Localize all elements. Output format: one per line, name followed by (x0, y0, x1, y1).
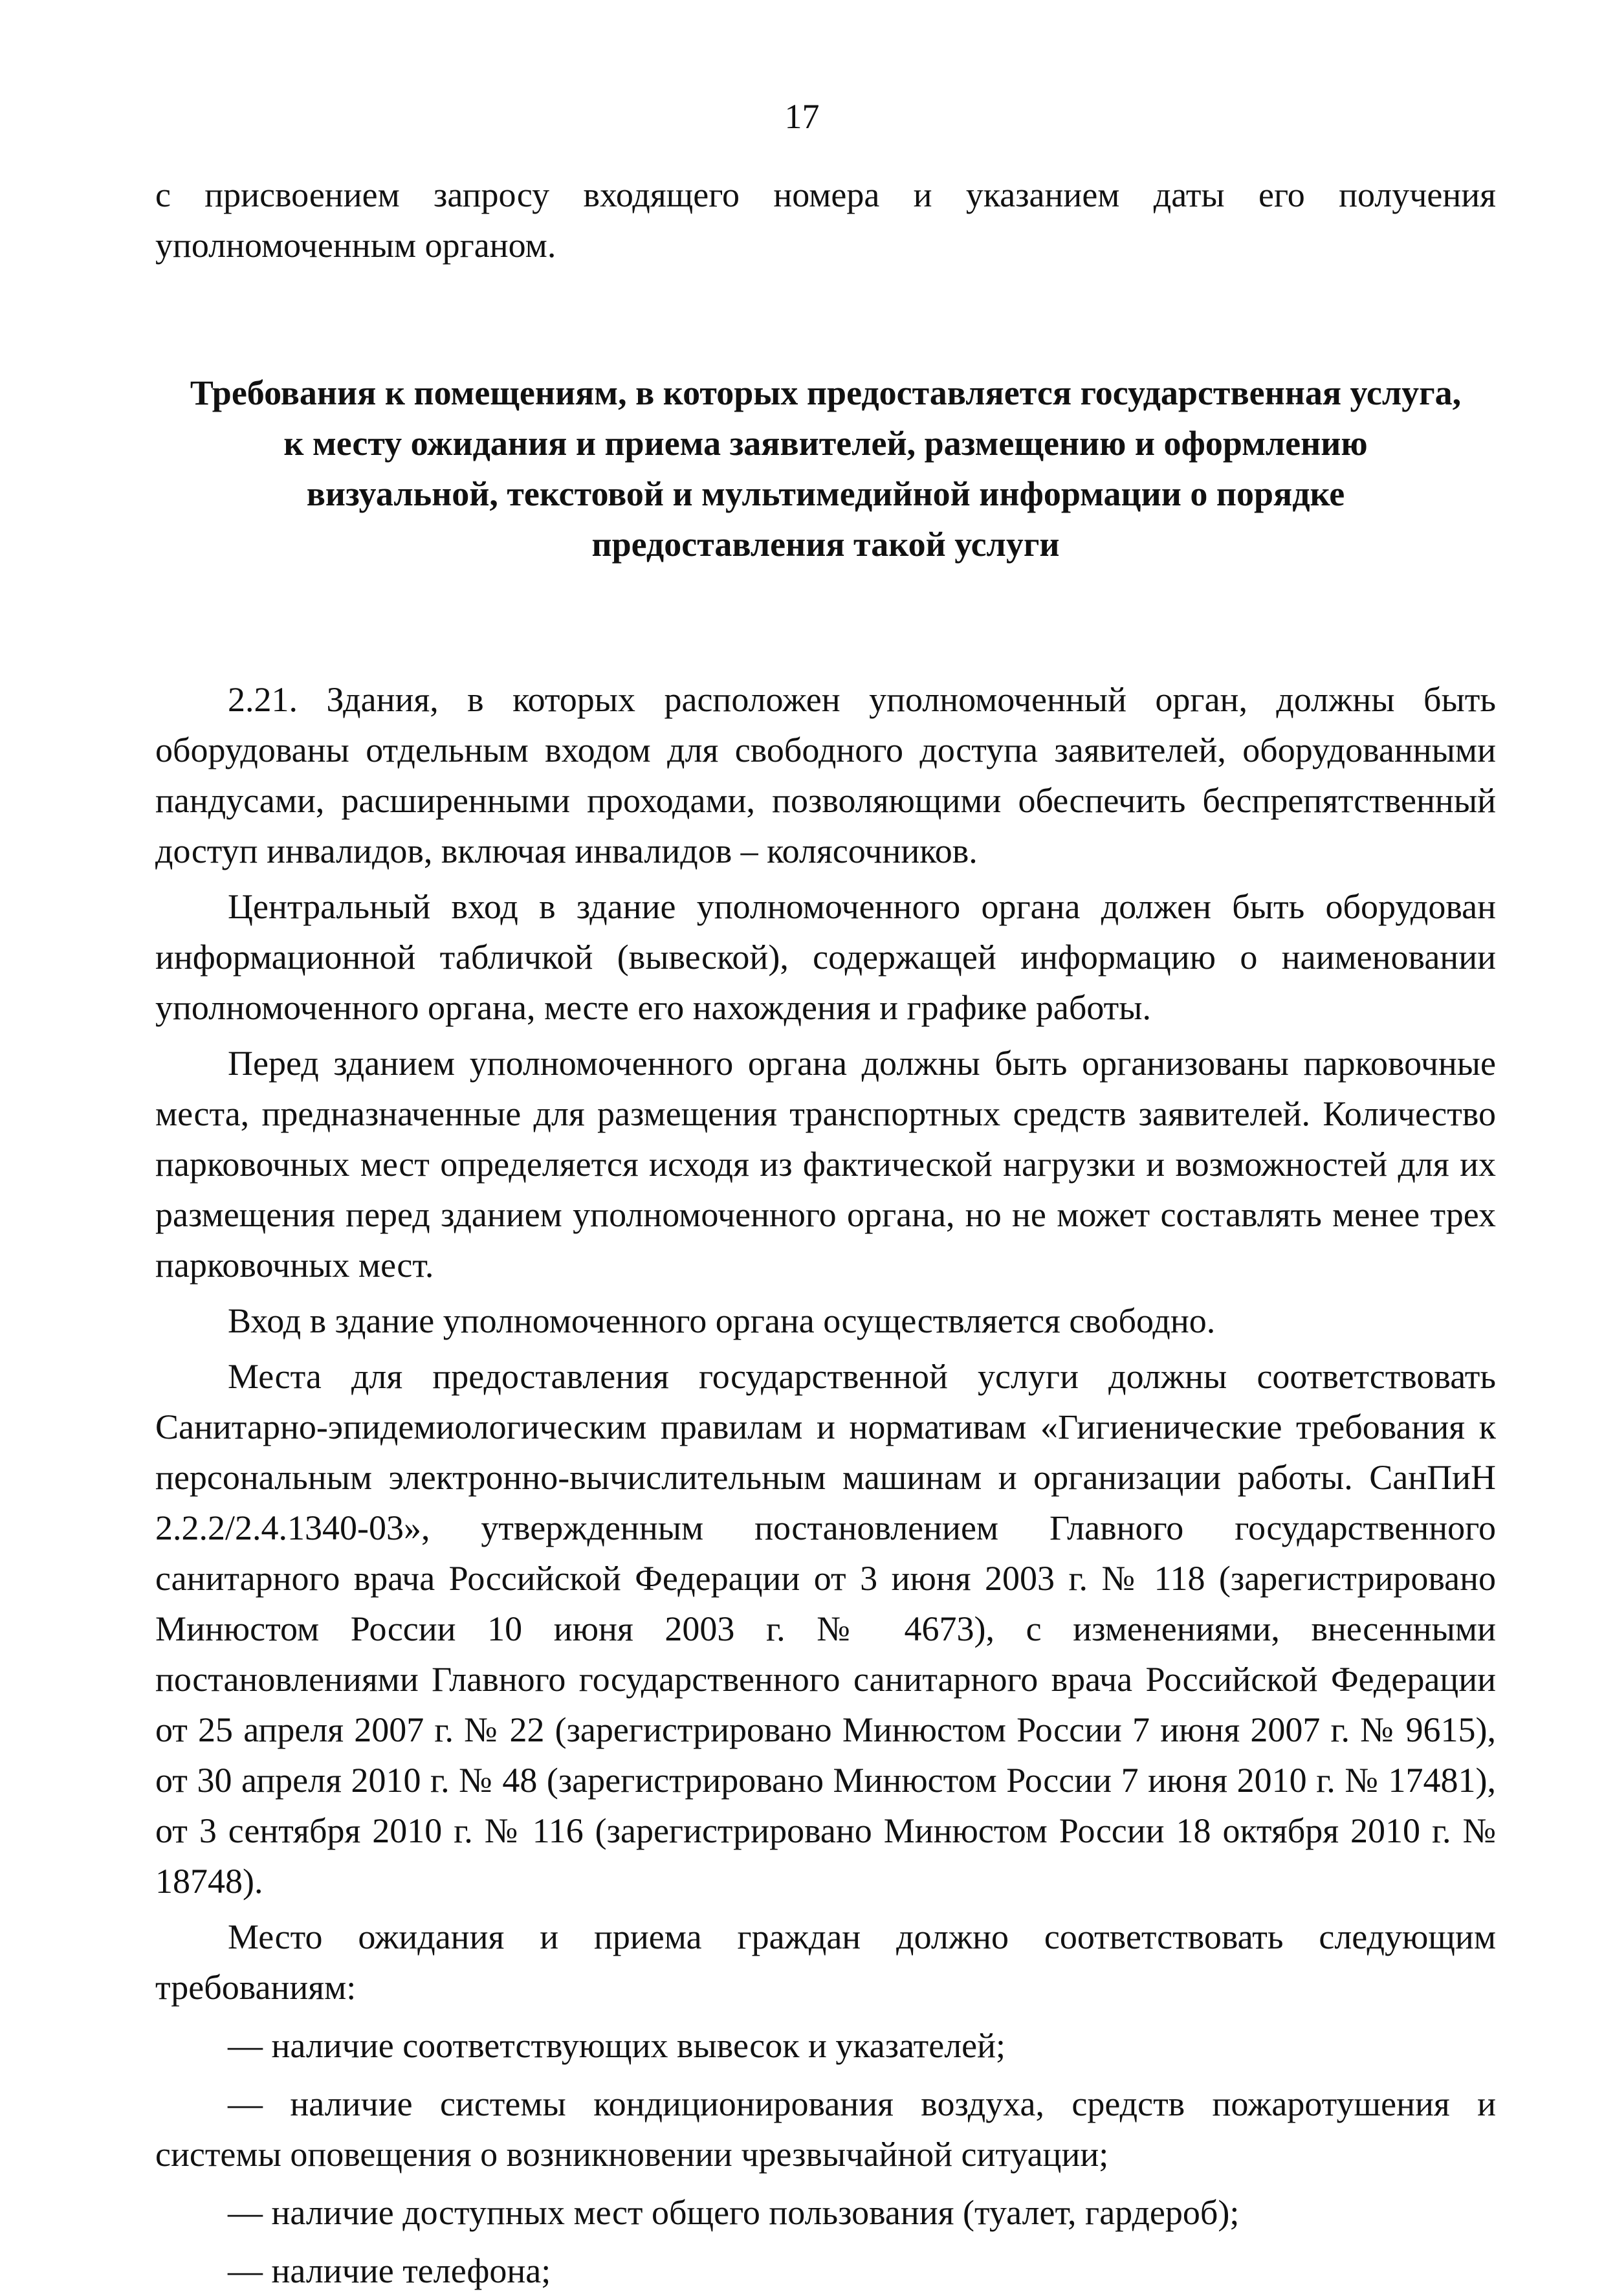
page-number: 17 (784, 97, 820, 136)
paragraph-parking: Перед зданием уполномоченного органа должны быть организованы парковочные места, предназначенные для размещения транспортных средств заявителей. Количество парковочных мест определяется исходя из фактической нагрузки и возможностей для их размещения перед зданием уполномоченного органа, но не может составлять менее трех парковочных мест. (155, 1044, 1496, 1285)
list-item-air-conditioning: — наличие системы кондиционирования воздуха, средств пожаротушения и системы оповещения о возникновении чрезвычайной ситуации; (155, 2084, 1496, 2174)
section-heading: Требования к помещениям, в которых предоставляется государственная услуга, к месту ожидания и приема заявителей, размещению и оформлению визуальной, текстовой и мультимедийной информации о порядке предоставления такой услуги (190, 373, 1462, 564)
paragraph-sanitary-rules: Места для предоставления государственной услуги должны соответствовать Санитарно-эпидемиологическим правилам и нормативам «Гигиенические требования к персональным электронно-вычислительным машинам и организации работы. СанПиН 2.2.2/2.4.1340-03», утвержденным постановлением Главного государственного санитарного врача Российской Федерации от 3 июня 2003 г. № 118 (зарегистрировано Минюстом России 10 июня 2003 г. № 4673), с изменениями, внесенными постановлениями Главного государственного санитарного врача Российской Федерации от 25 апреля 2007 г. № 22 (зарегистрировано Минюстом России 7 июня 2007 г. № 9615), от 30 апреля 2010 г. № 48 (зарегистрировано Минюстом России 7 июня 2010 г. № 17481), от 3 сентября 2010 г. № 116 (зарегистрировано Минюстом России 18 октября 2010 г. № 18748). (155, 1357, 1496, 1901)
paragraph-2-21: 2.21. Здания, в которых расположен уполномоченный орган, должны быть оборудованы отдельным входом для свободного доступа заявителей, оборудованными пандусами, расширенными проходами, позволяющими обеспечить беспрепятственный доступ инвалидов, включая инвалидов – колясочников. (155, 680, 1496, 870)
paragraph-continuation: с присвоением запросу входящего номера и указанием даты его получения уполномоченным органом. (155, 175, 1496, 265)
list-item-signs: — наличие соответствующих вывесок и указателей; (228, 2026, 1006, 2065)
document-body (155, 170, 1496, 2296)
list-item-public-places: — наличие доступных мест общего пользования (туалет, гардероб); (228, 2193, 1240, 2232)
list-item-telephone: — наличие телефона; (228, 2251, 551, 2290)
paragraph-waiting-place: Место ожидания и приема граждан должно соответствовать следующим требованиям: (155, 1917, 1496, 2007)
paragraph-free-entrance: Вход в здание уполномоченного органа осуществляется свободно. (228, 1301, 1216, 1340)
paragraph-central-entrance: Центральный вход в здание уполномоченного органа должен быть оборудован информационной табличкой (вывеской), содержащей информацию о наименовании уполномоченного органа, месте его нахождения и графике работы. (155, 887, 1496, 1027)
